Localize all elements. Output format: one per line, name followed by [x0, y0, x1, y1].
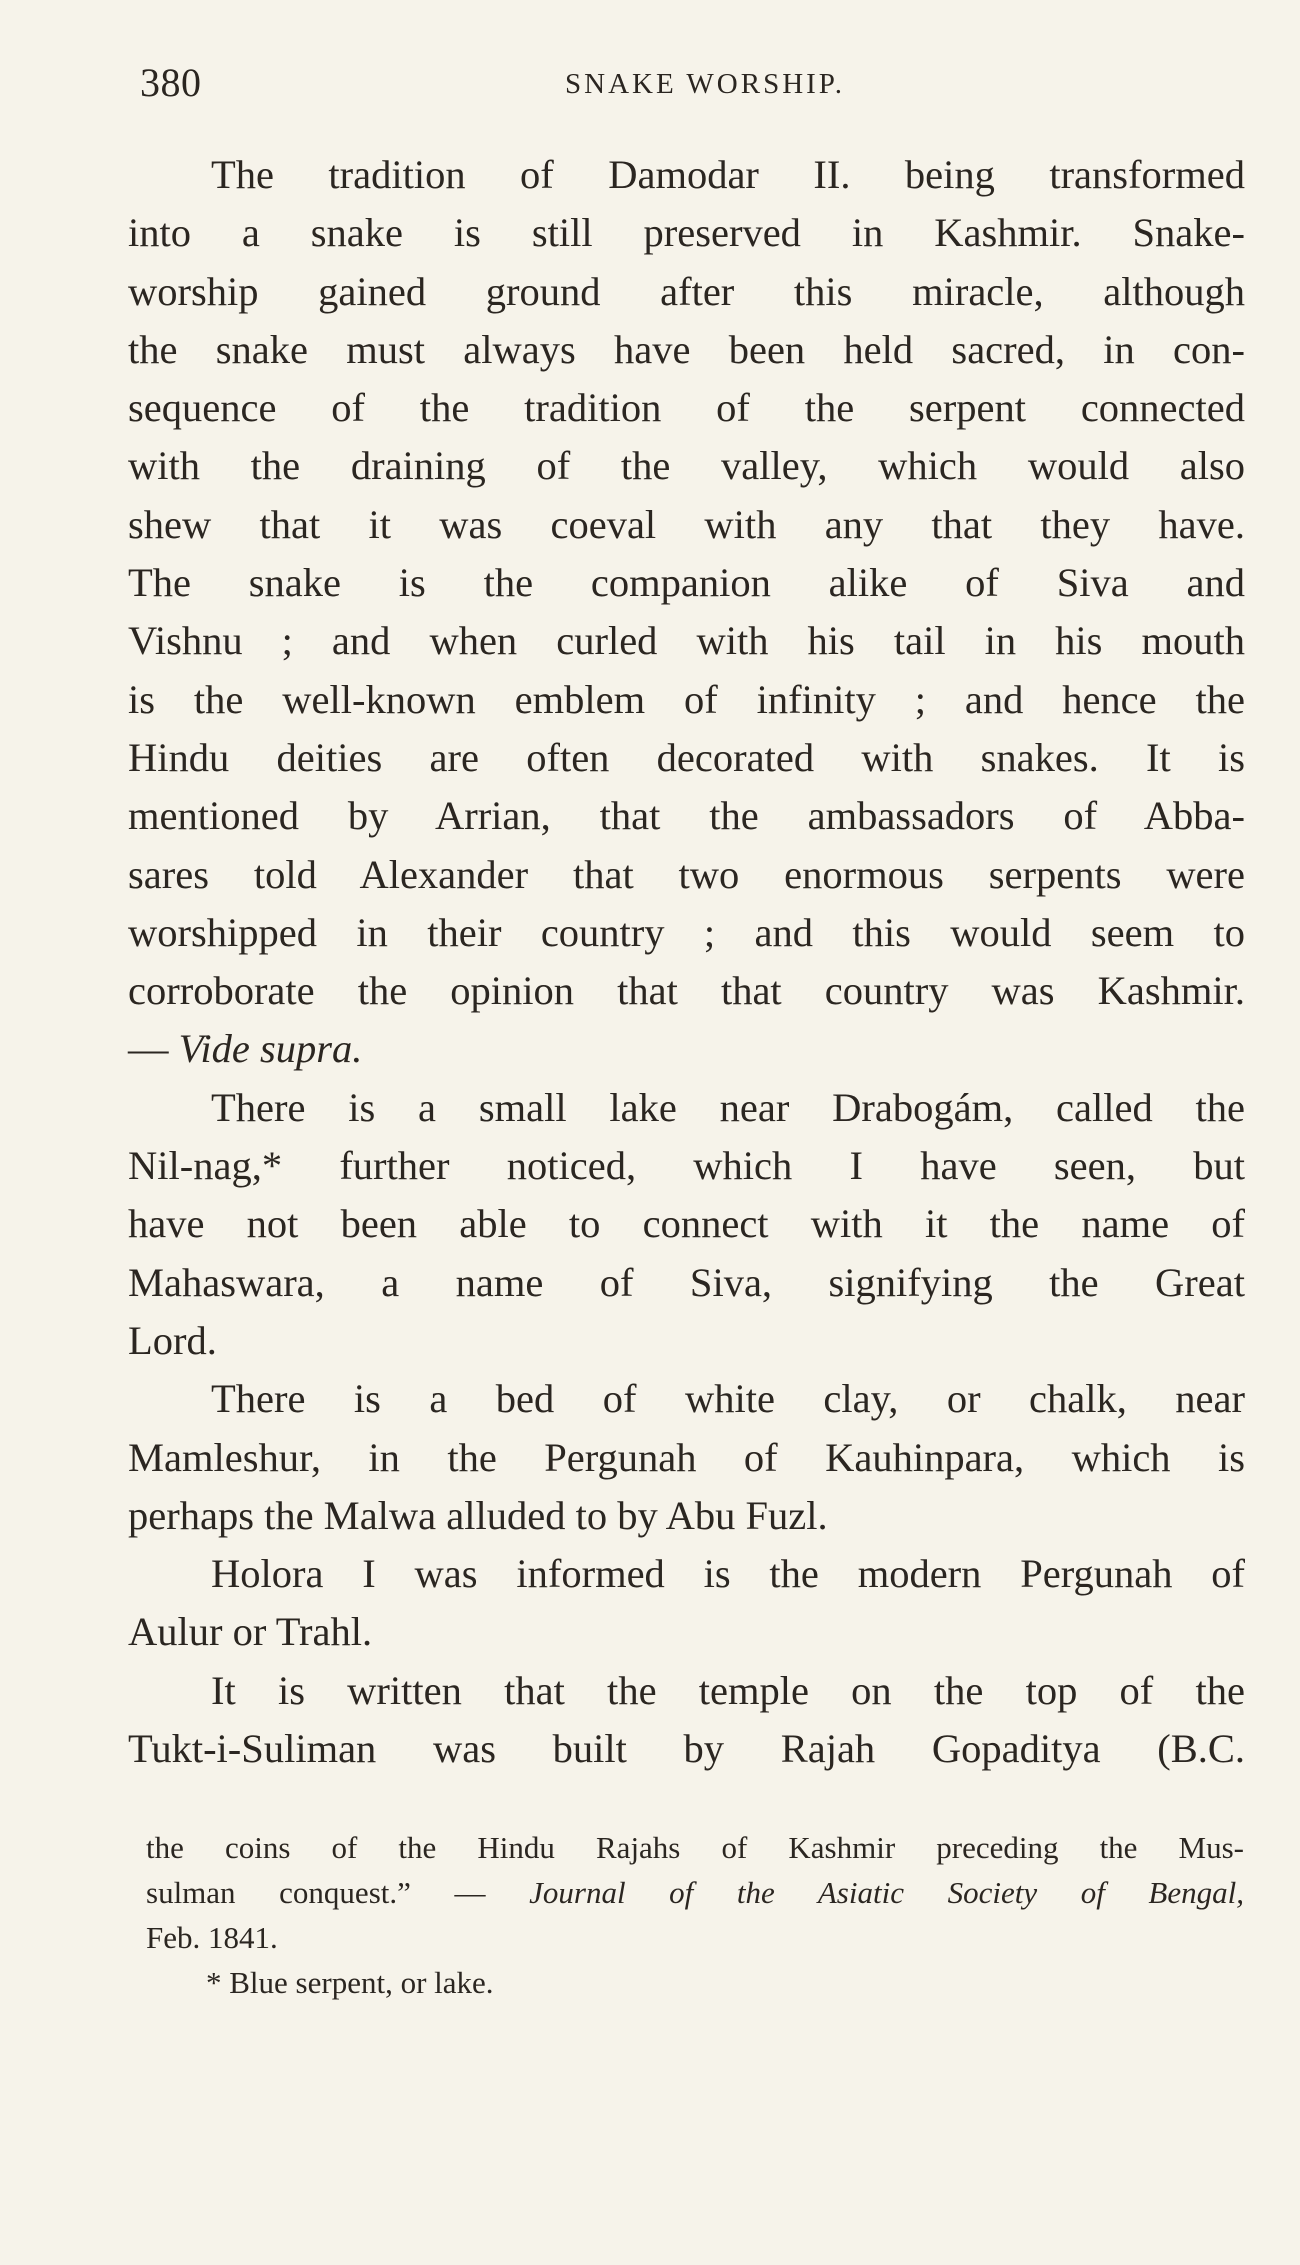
- text-line: It is written that the temple on the top of the: [211, 1667, 1245, 1713]
- paragraph-3: [128, 1370, 1245, 1545]
- text-line: worship gained ground after this miracle, although: [128, 268, 1245, 314]
- text-line: is the well-known emblem of infinity ; and hence the: [128, 676, 1245, 722]
- footnotes: [146, 1825, 1244, 2005]
- text-line: with the draining of the valley, which would also: [128, 443, 1245, 489]
- footnote-line: Feb. 1841.: [146, 1920, 278, 1955]
- text-line: Vishnu ; and when curled with his tail in his mouth: [128, 618, 1245, 664]
- paragraph-4: [128, 1545, 1245, 1662]
- text-line: corroborate the opinion that that country was Kashmir.: [128, 968, 1245, 1014]
- text-line: the snake must always have been held sacred, in con-: [128, 326, 1245, 372]
- footnote-text: sulman conquest.” —: [146, 1875, 530, 1910]
- text-line: sequence of the tradition of the serpent connected: [128, 385, 1245, 431]
- em-dash: —: [128, 1026, 179, 1072]
- paragraph-2: [128, 1079, 1245, 1370]
- text-line: Nil-nag,* further noticed, which I have seen, but: [128, 1143, 1245, 1189]
- footnote-line: [146, 1870, 1244, 1915]
- body-text: [128, 146, 1245, 1778]
- text-line: perhaps the Malwa alluded to by Abu Fuzl.: [128, 1492, 828, 1538]
- running-title: SNAKE WORSHIP.: [565, 68, 845, 100]
- footnote-line: the coins of the Hindu Rajahs of Kashmir preceding the Mus-: [146, 1830, 1244, 1865]
- text-line: Hindu deities are often decorated with snakes. It is: [128, 734, 1245, 780]
- text-line: Lord.: [128, 1317, 217, 1363]
- text-line: worshipped in their country ; and this would seem to: [128, 909, 1245, 955]
- text-line: Mamleshur, in the Pergunah of Kauhinpara, which is: [128, 1434, 1245, 1480]
- paragraph-1: [128, 146, 1245, 1079]
- text-line: The tradition of Damodar II. being transformed: [211, 152, 1245, 197]
- text-line: There is a small lake near Drabogám, called the: [211, 1084, 1245, 1130]
- text-line: sares told Alexander that two enormous serpents were: [128, 851, 1245, 897]
- text-line: shew that it was coeval with any that they have.: [128, 501, 1245, 547]
- paragraph-5: [128, 1662, 1245, 1779]
- text-line: into a snake is still preserved in Kashmir. Snake-: [128, 210, 1245, 256]
- text-line: There is a bed of white clay, or chalk, near: [211, 1376, 1245, 1422]
- text-line: Holora I was informed is the modern Pergunah of: [211, 1551, 1245, 1597]
- journal-citation: Journal of the Asiatic Society of Bengal,: [529, 1875, 1244, 1910]
- text-line: mentioned by Arrian, that the ambassadors of Abba-: [128, 793, 1245, 839]
- text-line: Aulur or Trahl.: [128, 1609, 373, 1655]
- text-line: Mahaswara, a name of Siva, signifying the Great: [128, 1259, 1245, 1305]
- running-head: [140, 58, 1240, 108]
- footnote-star: * Blue serpent, or lake.: [206, 1965, 494, 2000]
- text-line: Tukt-i-Suliman was built by Rajah Gopaditya (B.C.: [128, 1726, 1245, 1772]
- vide-supra-reference: Vide supra.: [178, 1026, 363, 1072]
- text-line: The snake is the companion alike of Siva and: [128, 560, 1245, 606]
- page-number: 380: [140, 60, 202, 105]
- text-line: have not been able to connect with it the name of: [128, 1201, 1245, 1247]
- text-line: [128, 1020, 1245, 1078]
